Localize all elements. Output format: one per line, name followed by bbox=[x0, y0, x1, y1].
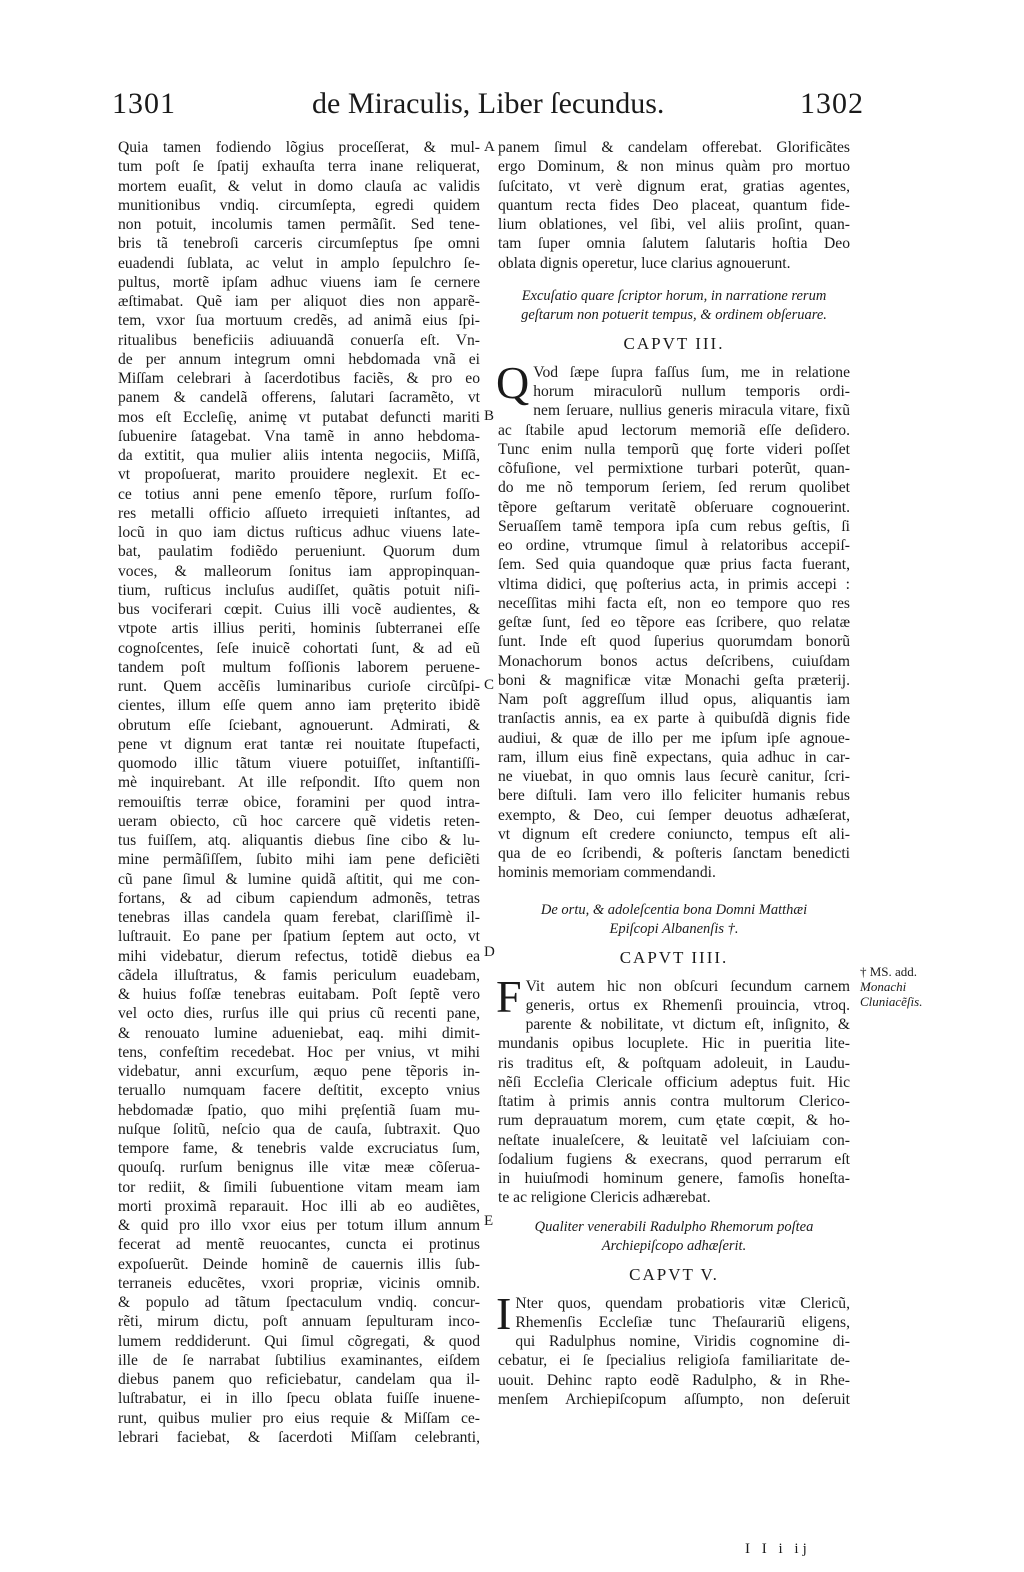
margin-letter-a: A bbox=[484, 139, 495, 155]
page-number-left: 1301 bbox=[112, 87, 176, 120]
paragraph-continuation bbox=[498, 138, 850, 273]
text-line: pene vt dignum erat tantæ rei nouitate ſtupefacti, bbox=[118, 735, 480, 753]
drop-cap-i: I bbox=[496, 1287, 512, 1339]
text-line: euadendi ſublata, ac velut in amplo ſepulchro ſe- bbox=[118, 254, 480, 272]
text-line: cõfuſione, vel permixtione turbari poterũt, quan- bbox=[498, 460, 850, 477]
text-line: qui Radulphus nomine, Viridis cognomine di- bbox=[515, 1333, 850, 1350]
text-line: mine permãſiſſem, ſubito mihi iam pene deficiẽti bbox=[118, 851, 480, 869]
rubric-line: Qualiter venerabili Radulpho Rhemorum poſtea bbox=[534, 1218, 814, 1235]
text-line: fecerat ad mentẽ reuocantes, cuncta ei protinus bbox=[118, 1236, 480, 1254]
text-line: mihi videbatur, dierum refectus, totidẽ diebus ea bbox=[118, 947, 480, 965]
text-line: tẽpore geſtarum veritatẽ obſeruare cognouerint. bbox=[498, 498, 850, 516]
text-line: rum deprauatum morem, cum ętate cœpit, & ho- bbox=[498, 1112, 850, 1130]
text-line: & populo ad tãtum ſpectaculum vndiq. concur- bbox=[118, 1294, 480, 1311]
text-line: videbatur, anni excurſum, æquo pene tẽporis in- bbox=[118, 1063, 480, 1080]
margin-letter-b: B bbox=[484, 408, 495, 424]
text-line: neceſſitas mihi facta eſt, non eo tempore quo res bbox=[498, 594, 850, 612]
chapter-heading-4: CAPVT IIII. bbox=[619, 947, 729, 967]
text-line: Nter quos, quendam probatioris vitæ Clericũ, bbox=[515, 1294, 850, 1312]
text-line: audiui, & quæ de illo per me ipſum ipſe agnoue- bbox=[498, 729, 850, 747]
text-line: hominis memoriam commendandi. bbox=[498, 864, 716, 882]
text-line: generis, ortus ex Rhemenſi prouincia, vtroq. bbox=[525, 996, 850, 1014]
text-line: obrutum eſſe ſciebant, agnouerunt. Admirati, & bbox=[118, 716, 480, 734]
text-line: tranſactis annis, ea ex parte à quibuſdã dignis fide bbox=[498, 710, 850, 728]
right-column-text bbox=[498, 138, 850, 1409]
text-line: cebatur, ei ſe ſpecialius religioſa familiaritate de- bbox=[498, 1352, 850, 1370]
text-line: parente & nobilitate, vt dictum eſt, inſignito, & bbox=[525, 1016, 850, 1033]
text-line: Rhemenſis Eccleſiæ tunc Theſaurariũ eligens, bbox=[515, 1313, 850, 1331]
text-line: tus fuiſſem, atq. aliquantis diebus ſine cibo & lu- bbox=[118, 832, 480, 849]
text-line: mortem euaſit, & velut in domo clauſa ac validis bbox=[118, 177, 480, 195]
text-line: ſuſcitato, vt verè dignum erat, gratias agentes, bbox=[498, 177, 850, 195]
text-line: te ac religione Clericis adhærebat. bbox=[498, 1189, 711, 1207]
text-line: tium, ruſticus incluſus audiſſet, quãtis potuit niſi- bbox=[118, 581, 480, 599]
text-line: non potuit, incolumis tamen permãſit. Sed tene- bbox=[118, 216, 480, 233]
text-line: ſubuenire ſatagebat. Vna tamẽ in anno hebdoma- bbox=[118, 427, 480, 445]
text-line: tem, vxor ſua mortuum credẽs, ad animã eius ſpi- bbox=[118, 312, 480, 330]
text-line: ſem. Sed quia quandoque quæ prius facta fuerant, bbox=[498, 556, 850, 574]
text-line: cientes, illum eſſe quem anno iam pręterito ibidẽ bbox=[118, 697, 480, 715]
chapter-rubric-5 bbox=[498, 1218, 850, 1256]
text-line: ergo Dominum, & non minus quàm pro mortuo bbox=[498, 158, 850, 176]
margin-letter-c: C bbox=[484, 677, 495, 693]
chapter-heading-5: CAPVT V. bbox=[629, 1264, 719, 1284]
text-line: luſtrauit. Eo pane per ſpatium ſeptem aut octo, vt bbox=[118, 928, 480, 946]
text-line: tenebras illas candela quam ferebat, clariſſimè il- bbox=[118, 909, 480, 926]
text-line: nẽſi Eccleſia Clericale officium adeptus fuit. Hic bbox=[498, 1073, 850, 1091]
text-line: tor rediit, & ſimili ſubuentione vitam meam iam bbox=[118, 1178, 480, 1196]
marginal-note bbox=[860, 964, 970, 1009]
text-line: & huius foſſæ tenebras euitabam. Poſt ſeptẽ vero bbox=[118, 986, 480, 1003]
text-line: res metalli officio aſſueto irrequieti inſtantes, ad bbox=[118, 504, 480, 522]
text-line: lumem reddiderunt. Qui ſimul cõgregati, & quod bbox=[118, 1332, 480, 1350]
chapter-rubric-4 bbox=[498, 901, 850, 939]
text-line: lium oblationes, vel ſibi, vel aliis proſint, quan- bbox=[498, 216, 850, 233]
text-line: ueram obiecto, cũ hoc carcere quẽ videtis reten- bbox=[118, 812, 480, 830]
text-line: menſem Archiepiſcopum aſſumpto, non deſeruit bbox=[498, 1390, 850, 1408]
text-line: lebrari faciebat, & ſacerdoti Miſſam celebranti, bbox=[118, 1428, 480, 1446]
drop-cap-q: Q bbox=[496, 356, 530, 408]
text-line: voces, & malleorum ſonitus iam appropinquan- bbox=[118, 562, 480, 580]
text-line: quantum recta fides Deo placeat, quantum fide- bbox=[498, 196, 850, 214]
text-line: ſtatim à primis annis contra multorum Clerico- bbox=[498, 1093, 850, 1110]
text-line: eo ordine, vtrumque ſimul à relatoribus accepiſ- bbox=[498, 537, 850, 554]
text-line: Seruaſſem tamẽ tempora ipſa cum rebus geſtis, ſi bbox=[498, 517, 850, 535]
signature-mark: I I i ij bbox=[745, 1541, 811, 1557]
text-line: tam ſuper omnia ſalutem ſalutaris hoſtia Deo bbox=[498, 235, 850, 253]
rubric-line: geſtarum non potuerit tempus, & ordinem obſeruare. bbox=[521, 306, 827, 323]
text-line: boni & magnificæ vitæ Monachi geſta præterij. bbox=[498, 671, 850, 689]
text-line: ce totius anni pene emenſo tẽpore, rurſum foſſo- bbox=[118, 485, 480, 503]
marginal-note-line: † MS. add. bbox=[860, 964, 918, 979]
text-line: horum miraculorũ nullum temporis ordi- bbox=[533, 383, 850, 400]
text-line: Miſſam celebrari à ſacerdotibus faciẽs, & pro eo bbox=[118, 370, 480, 387]
text-line: tens, confeſtim recedebat. Hoc per vnius, vt mihi bbox=[118, 1043, 480, 1061]
text-line: runt, quibus mulier pro eius requie & Miſſam ce- bbox=[118, 1409, 480, 1427]
text-line: Quia tamen fodiendo lõgius proceſſerat, & mul- bbox=[118, 139, 480, 156]
margin-letter-e: E bbox=[484, 1213, 494, 1229]
text-line: teruallo numquam facere deſtitit, excepto vnius bbox=[118, 1082, 480, 1100]
text-line: geſtæ ſunt, ſed eo tẽpore eas ſcribere, quo relatæ bbox=[498, 614, 850, 631]
text-line: quomodo illic tãtum viuere potuiſſet, inſtantiſſi- bbox=[118, 755, 480, 772]
text-line: quouſq. rurſum benignus ille vitæ meæ cõſerua- bbox=[118, 1159, 480, 1177]
chapter-heading-3: CAPVT III. bbox=[623, 333, 725, 353]
text-line: runt. Quem accẽſis luminaribus curioſe circũſpi- bbox=[118, 678, 480, 695]
text-line: expoſuerũt. Deinde hominẽ de cauernis illis ſub- bbox=[118, 1255, 480, 1273]
text-line: bere diſtuli. Iam vero illo feliciter humanis rebus bbox=[498, 787, 850, 805]
text-line: pultus, mortẽ ipſam adhuc viuens iam ſe cernere bbox=[118, 273, 480, 291]
text-line: neſtate inualeſcere, & leuitatẽ vel laſciuiam con- bbox=[498, 1131, 850, 1149]
text-line: cũ pane ſimul & lumine quidã aſtitit, qui me con- bbox=[118, 870, 480, 888]
text-line: do me nõ temporum ſeriem, ſed rerum quolibet bbox=[498, 479, 850, 497]
text-line: ſodalium fugiens & execrans, quod perrarum eſt bbox=[498, 1150, 850, 1168]
text-line: nem ſeruare, nullius generis miracula vitare, fixũ bbox=[533, 402, 850, 420]
text-line: bus vociferari cœpit. Cuius illi vocẽ audientes, & bbox=[118, 601, 480, 618]
rubric-line: De ortu, & adoleſcentia bona Domni Matthæi bbox=[540, 901, 808, 918]
text-line: remouiſtis terræ obice, foramini per quod intra- bbox=[118, 793, 480, 811]
text-line: da extitit, qua mulier aliis intenta negociis, Miſſã, bbox=[118, 447, 480, 464]
text-line: fortans, & ad cibum capiendum admonẽs, tetras bbox=[118, 889, 480, 907]
text-line: panem ſimul & candelam offerebat. Glorificãtes bbox=[498, 139, 850, 156]
text-line: ris traditus eſt, & poſtquam adoleuit, in Laudu- bbox=[498, 1054, 850, 1072]
text-line: cognoſcentes, ſeſe inuicẽ cohortati ſunt, & ad eũ bbox=[118, 639, 480, 657]
margin-letter-d: D bbox=[484, 944, 495, 960]
text-line: & renouato lumine adueniebat, eaq. mihi dimit- bbox=[118, 1024, 480, 1042]
text-line: bris tã tenebroſi carceris circumſeptus ſpe omni bbox=[118, 235, 480, 253]
text-line: morti proximã reparauit. Hoc illi ab eo audiẽtes, bbox=[118, 1197, 480, 1215]
paragraph-caput-4 bbox=[496, 970, 850, 1208]
marginal-note-line: Cluniacẽſis. bbox=[860, 994, 923, 1009]
text-line: ne viuebat, in quo omnis laus ſecurè canitur, ſcri- bbox=[498, 768, 850, 785]
text-line: locũ in quo iam dictus ruſticus adhuc viuens late- bbox=[118, 524, 480, 541]
text-line: nuſque ſolitũ, neſcio qua de cauſa, ſubtraxit. Quo bbox=[118, 1120, 480, 1138]
text-line: diebus panem quo reficiebatur, candelam qua il- bbox=[118, 1371, 480, 1388]
text-line: vtpote artis illius periti, hominis ſubterranei eſſe bbox=[118, 620, 480, 638]
text-line: vt propoſuerat, marito prouidere neglexit. Et ec- bbox=[118, 466, 480, 484]
text-line: tempore fame, & tenebris valde excruciatus ſum, bbox=[118, 1140, 480, 1157]
paragraph-caput-5 bbox=[496, 1287, 850, 1410]
text-line: & quid pro illo vxor eius per totum illum annum bbox=[118, 1217, 480, 1234]
running-title: de Miraculis, Liber ſecundus. bbox=[312, 87, 665, 120]
rubric-line: Epiſcopi Albanenſis †. bbox=[609, 920, 739, 937]
rubric-line: Excuſatio quare ſcriptor horum, in narratione rerum bbox=[521, 287, 827, 304]
text-line: qua de eo ſcribendi, & poſteris ſanctam benedicti bbox=[498, 845, 850, 862]
text-line: ac ſtabile apud lectorum memoriã eſſe deſidero. bbox=[498, 421, 850, 439]
text-line: vltima didici, quę poſterius acta, in primis accepi : bbox=[498, 575, 850, 593]
text-line: exempto, & Deo, cui ſemper deuotus adhæſerat, bbox=[498, 806, 850, 824]
text-line: luſtrabatur, ei in illo ſpecu oblata fuiſſe inuene- bbox=[118, 1390, 480, 1408]
text-line: vel octo dies, rurſus ille qui prius cũ recenti pane, bbox=[118, 1005, 480, 1023]
marginal-note-line: Monachi bbox=[860, 979, 907, 994]
text-line: in huiuſmodi hominum genere, famoſis honeſta- bbox=[498, 1170, 850, 1187]
text-line: terraneis educẽtes, vxori propriæ, vicinis omnib. bbox=[118, 1274, 480, 1292]
text-line: rẽti, mirum dictu, poſt annuam ſepulturam inco- bbox=[118, 1313, 480, 1331]
page-number-right: 1302 bbox=[800, 87, 864, 120]
text-line: Tunc enim nulla temporũ quę forte videri poſſet bbox=[498, 440, 850, 458]
left-column-text bbox=[118, 138, 480, 1447]
text-line: Monachorum bonos actus deſcribens, cuiuſdam bbox=[498, 652, 850, 670]
text-line: hebdomadæ ſpatio, quo mihi pręſentiã ſuam mu- bbox=[118, 1101, 480, 1119]
text-line: munitionibus vndiq. circumſepta, egredi quidem bbox=[118, 196, 480, 214]
text-line: ram, illum eius finẽ expectans, quia adhuc in car- bbox=[498, 748, 850, 766]
chapter-rubric-3 bbox=[498, 287, 850, 325]
text-line: vt dignum eſt credere coniuncto, tempus eſt ali- bbox=[498, 825, 850, 843]
running-header bbox=[0, 86, 1024, 126]
text-line: ritualibus beneficiis adiuuandã conuerſa eſt. Vn- bbox=[118, 331, 480, 349]
text-line: Vod ſæpe ſupra faſſus ſum, me in relatione bbox=[533, 363, 850, 381]
text-line: Nam poſt aggreſſum illud opus, aliquantis iam bbox=[498, 691, 850, 708]
text-line: bat, paulatim fodiẽdo perueniunt. Quorum dum bbox=[118, 543, 480, 561]
text-line: uouit. Dehinc rapto eodẽ Radulpho, & in Rhe- bbox=[498, 1371, 850, 1389]
text-line: Vit autem hic non obſcuri ſecundum carnem bbox=[525, 977, 850, 995]
text-line: æſtimabat. Quẽ iam per aliquot dies non apparẽ- bbox=[118, 293, 480, 310]
text-line: cãdela illuſtratus, & famis periculum euadebam, bbox=[118, 966, 480, 984]
text-line: mundanis opibus locuplete. Hic in pueritia lite- bbox=[498, 1035, 850, 1053]
rubric-line: Archiepiſcopo adhæſerit. bbox=[601, 1237, 747, 1254]
paragraph-caput-3 bbox=[496, 356, 850, 883]
drop-cap-f: F bbox=[496, 970, 522, 1022]
text-line: mè inquirebant. At ille reſpondit. Iſto quem non bbox=[118, 774, 480, 792]
text-line: panem & candelã offerens, ſalutari ſacramẽto, vt bbox=[118, 389, 480, 407]
text-line: ille de ſe narrabat ſubtilius examinantes, eiſdem bbox=[118, 1351, 480, 1369]
text-line: oblata dignis operetur, luce clarius agnouerunt. bbox=[498, 254, 791, 272]
text-line: tandem poſt multum foſſionis laborem peruene- bbox=[118, 658, 480, 676]
text-line: ſunt. Inde eſt quod ſuperius quorumdam bonorũ bbox=[498, 633, 850, 651]
text-line: de per annum integrum omni hebdomada vnã ei bbox=[118, 350, 480, 368]
text-line: mos eſt Eccleſię, animę vt putabat defuncti mariti bbox=[118, 408, 480, 426]
text-line: tum poſt ſe ſpatij exhauſta terra inane reliquerat, bbox=[118, 158, 480, 176]
